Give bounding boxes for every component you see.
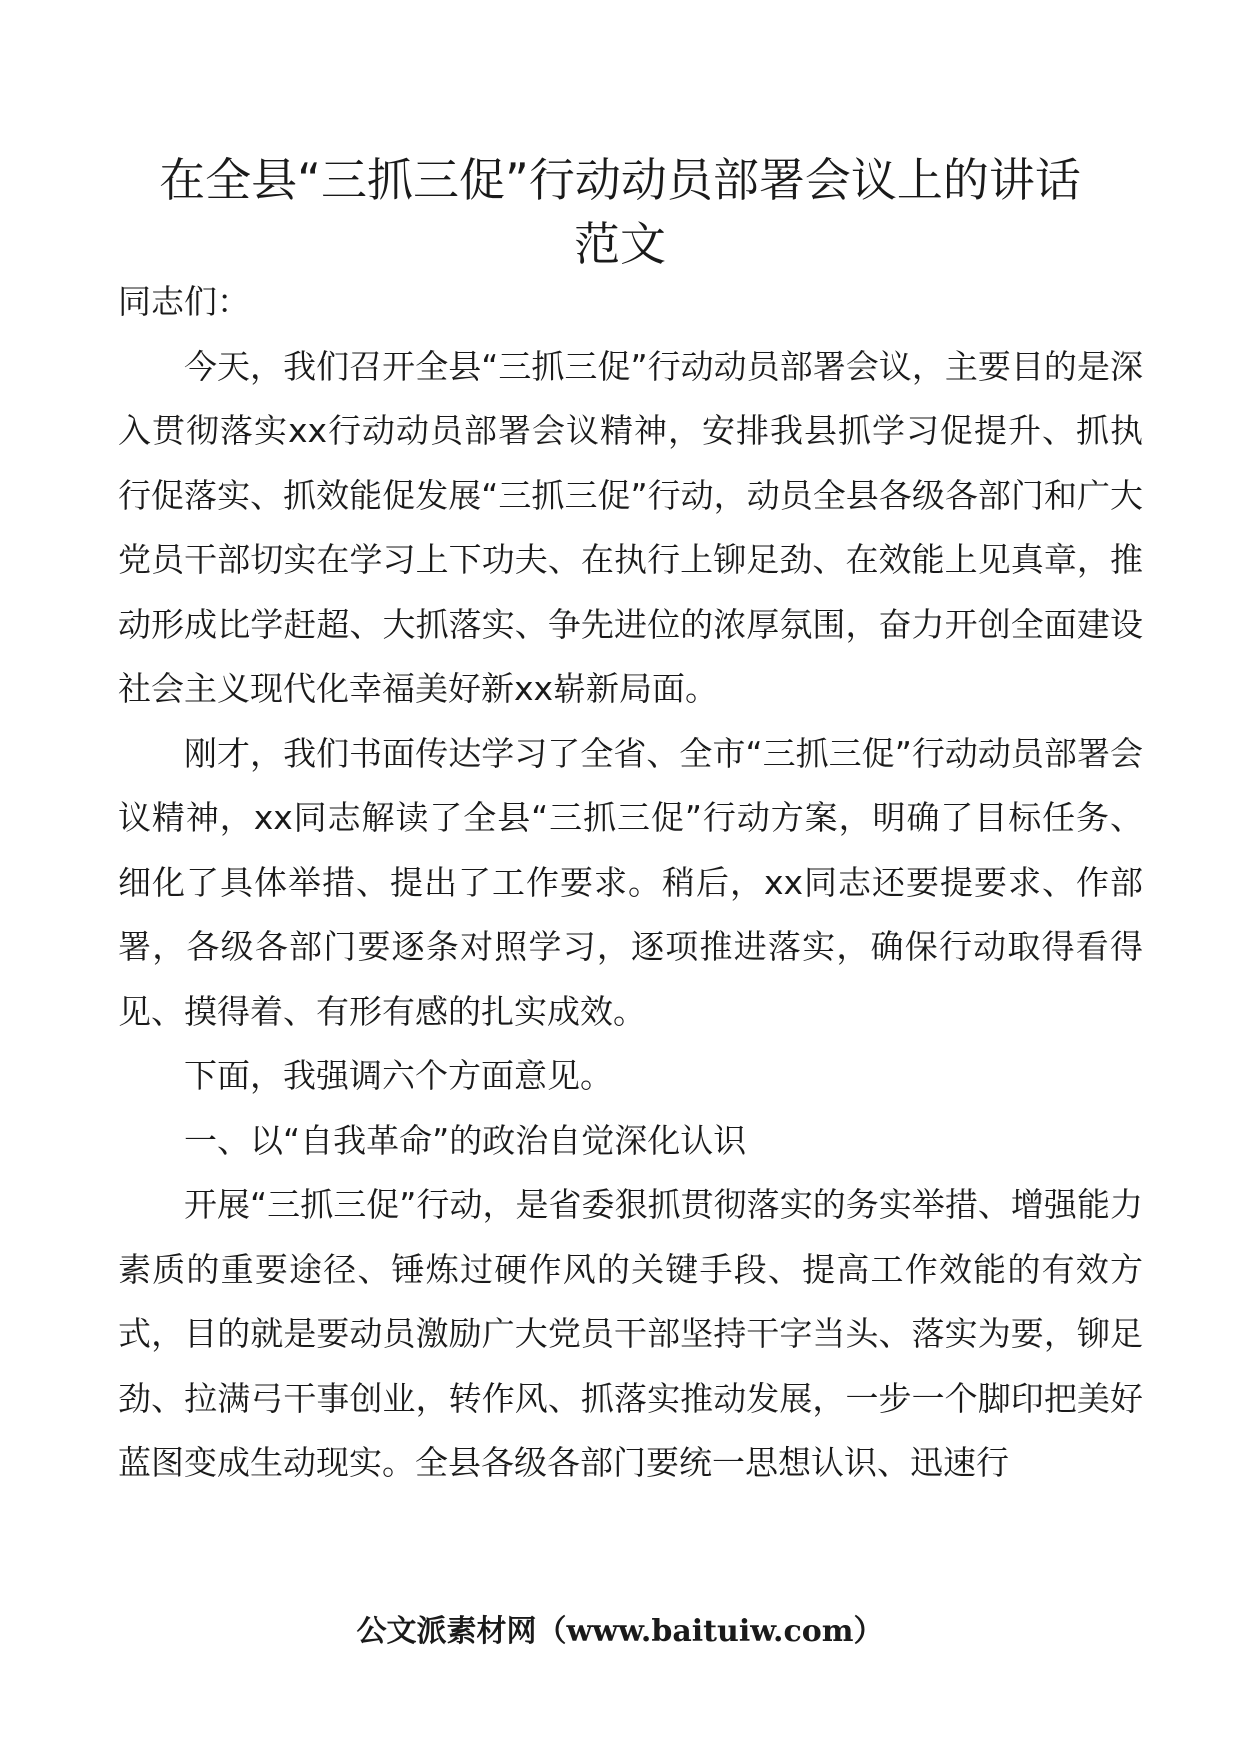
paragraph-3: 下面，我强调六个方面意见。 xyxy=(184,1056,613,1095)
title-line-2: 范文 xyxy=(574,217,666,271)
document-body xyxy=(118,270,1143,1496)
paragraph-4: 开展“三抓三促”行动，是省委狠抓贯彻落实的务实举措、增强能力素质的重要途径、锤炼过硬作风的关键手段、提高工作效能的有效方式，目的就是要动员激励广大党员干部坚持干字当头、落实为要，铆足劲、拉满弓干事创业，转作风、抓落实推动发展，一步一个脚印把美好蓝图变成生动现实。全县各级各部门要统一思想认识、迅速行 xyxy=(118,1185,1143,1482)
salutation: 同志们： xyxy=(118,282,250,321)
title-line-1: 在全县“三抓三促”行动动员部署会议上的讲话 xyxy=(159,153,1081,207)
document-title xyxy=(100,148,1140,276)
footer-watermark: 公文派素材网（www.baituiw.com） xyxy=(356,1614,884,1649)
paragraph-2: 刚才，我们书面传达学习了全省、全市“三抓三促”行动动员部署会议精神，xx同志解读了全县“三抓三促”行动方案，明确了目标任务、细化了具体举措、提出了工作要求。稍后，xx同志还要提要求、作部署，各级各部门要逐条对照学习，逐项推进落实，确保行动取得看得见、摸得着、有形有感的扎实成效。 xyxy=(118,733,1143,1031)
paragraph-1: 今天，我们召开全县“三抓三促”行动动员部署会议，主要目的是深入贯彻落实xx行动动员部署会议精神，安排我县抓学习促提升、抓执行促落实、抓效能促发展“三抓三促”行动，动员全县各级各部门和广大党员干部切实在学习上下功夫、在执行上铆足劲、在效能上见真章，推动形成比学赶超、大抓落实、争先进位的浓厚氛围，奋力开创全面建设社会主义现代化幸福美好新xx崭新局面。 xyxy=(118,346,1143,708)
section-heading-1: 一、以“自我革命”的政治自觉深化认识 xyxy=(184,1120,747,1160)
